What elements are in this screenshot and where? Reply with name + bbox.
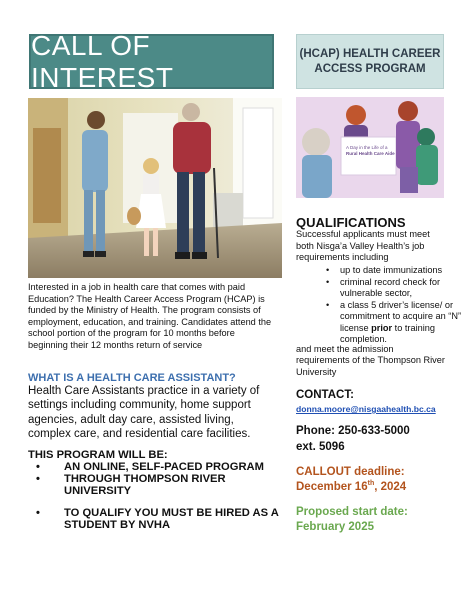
qual-item-license: [340, 300, 468, 346]
deadline-date: [296, 480, 406, 495]
bullet-icon: •: [326, 300, 330, 310]
page-title: CALL OF INTEREST: [31, 29, 174, 93]
contact-heading: CONTACT:: [296, 389, 354, 401]
qual-bullet-license: [326, 300, 471, 346]
bullet-icon: •: [326, 277, 330, 287]
qual-bullet-criminal-check: [326, 277, 471, 301]
deadline-date-post: , 2024: [374, 481, 407, 493]
qual-item-immunizations: up to date immunizations: [340, 265, 443, 275]
bullet-icon: •: [36, 507, 40, 519]
program-bullet-hired: [36, 507, 286, 533]
license-text-pre: a class 5 driver’s license/ or commitment to acquire an “N” license: [340, 300, 462, 333]
illustration-caption-line1: A Day in the Life of a: [346, 145, 388, 150]
deadline-date-pre: December 16: [296, 481, 368, 493]
start-date: February 2025: [296, 521, 374, 533]
start-label: Proposed start date:: [296, 506, 408, 518]
intro-paragraph: Interested in a job in health care that comes with paid Education? The Health Career Access Program (HCAP) is funded by the Ministry of Health. The program consists of employment, education, and training. Candidates attend the school portion of the program for 10 months before beginning their 12 months return of service: [28, 282, 272, 350]
program-item-online: AN ONLINE, SELF-PACED PROGRAM: [64, 461, 264, 473]
deadline-label: CALLOUT deadline:: [296, 466, 405, 478]
qualifications-intro: Successful applicants must meet both Nisga’a Valley Health’s job requirements including: [296, 229, 430, 263]
what-is-hca-body: Health Care Assistants practice in a variety of settings including community, home support agencies, adult day care, assisted living, complex care, and residential care facilities.: [28, 385, 260, 441]
program-item-tru: THROUGH THOMPSON RIVER UNIVERSITY: [64, 473, 226, 498]
program-item-hired: TO QUALIFY YOU MUST BE HIRED AS A STUDENT BY NVHA: [64, 507, 279, 532]
health-care-aide-illustration: [296, 97, 444, 198]
hallway-photo: [28, 98, 282, 278]
program-banner: [296, 34, 444, 89]
contact-phone: [296, 424, 410, 455]
bullet-icon: •: [36, 473, 40, 485]
program-bullet-tru: [36, 473, 286, 499]
callout-deadline: [296, 465, 406, 495]
program-title-line1: (HCAP) HEALTH CAREER: [299, 47, 441, 60]
license-text-bold: prior: [371, 322, 393, 333]
phone-extension: ext. 5096: [296, 440, 345, 453]
what-is-hca-heading: WHAT IS A HEALTH CARE ASSISTANT?: [28, 372, 236, 384]
contact-email-link[interactable]: donna.moore@nisgaahealth.bc.ca: [296, 404, 436, 414]
illustration-caption-line2: Rural Health Care Aide: [346, 151, 395, 156]
proposed-start: [296, 505, 408, 535]
bullet-icon: •: [36, 461, 40, 473]
qualifications-heading: QUALIFICATIONS: [296, 215, 406, 230]
program-will-be-heading: THIS PROGRAM WILL BE:: [28, 449, 168, 461]
title-banner: [29, 29, 274, 93]
phone-number: Phone: 250-633-5000: [296, 425, 410, 437]
bullet-icon: •: [326, 265, 330, 275]
qualifications-after: and meet the admission requirements of the Thompson River University: [296, 344, 445, 377]
program-title-line2: ACCESS PROGRAM: [314, 62, 426, 75]
license-text-post: to training completion.: [340, 322, 435, 345]
qual-item-criminal-check: criminal record check for vulnerable sector,: [340, 277, 441, 299]
qual-bullet-immunizations: [326, 265, 471, 277]
deadline-date-sup: th: [367, 480, 375, 488]
